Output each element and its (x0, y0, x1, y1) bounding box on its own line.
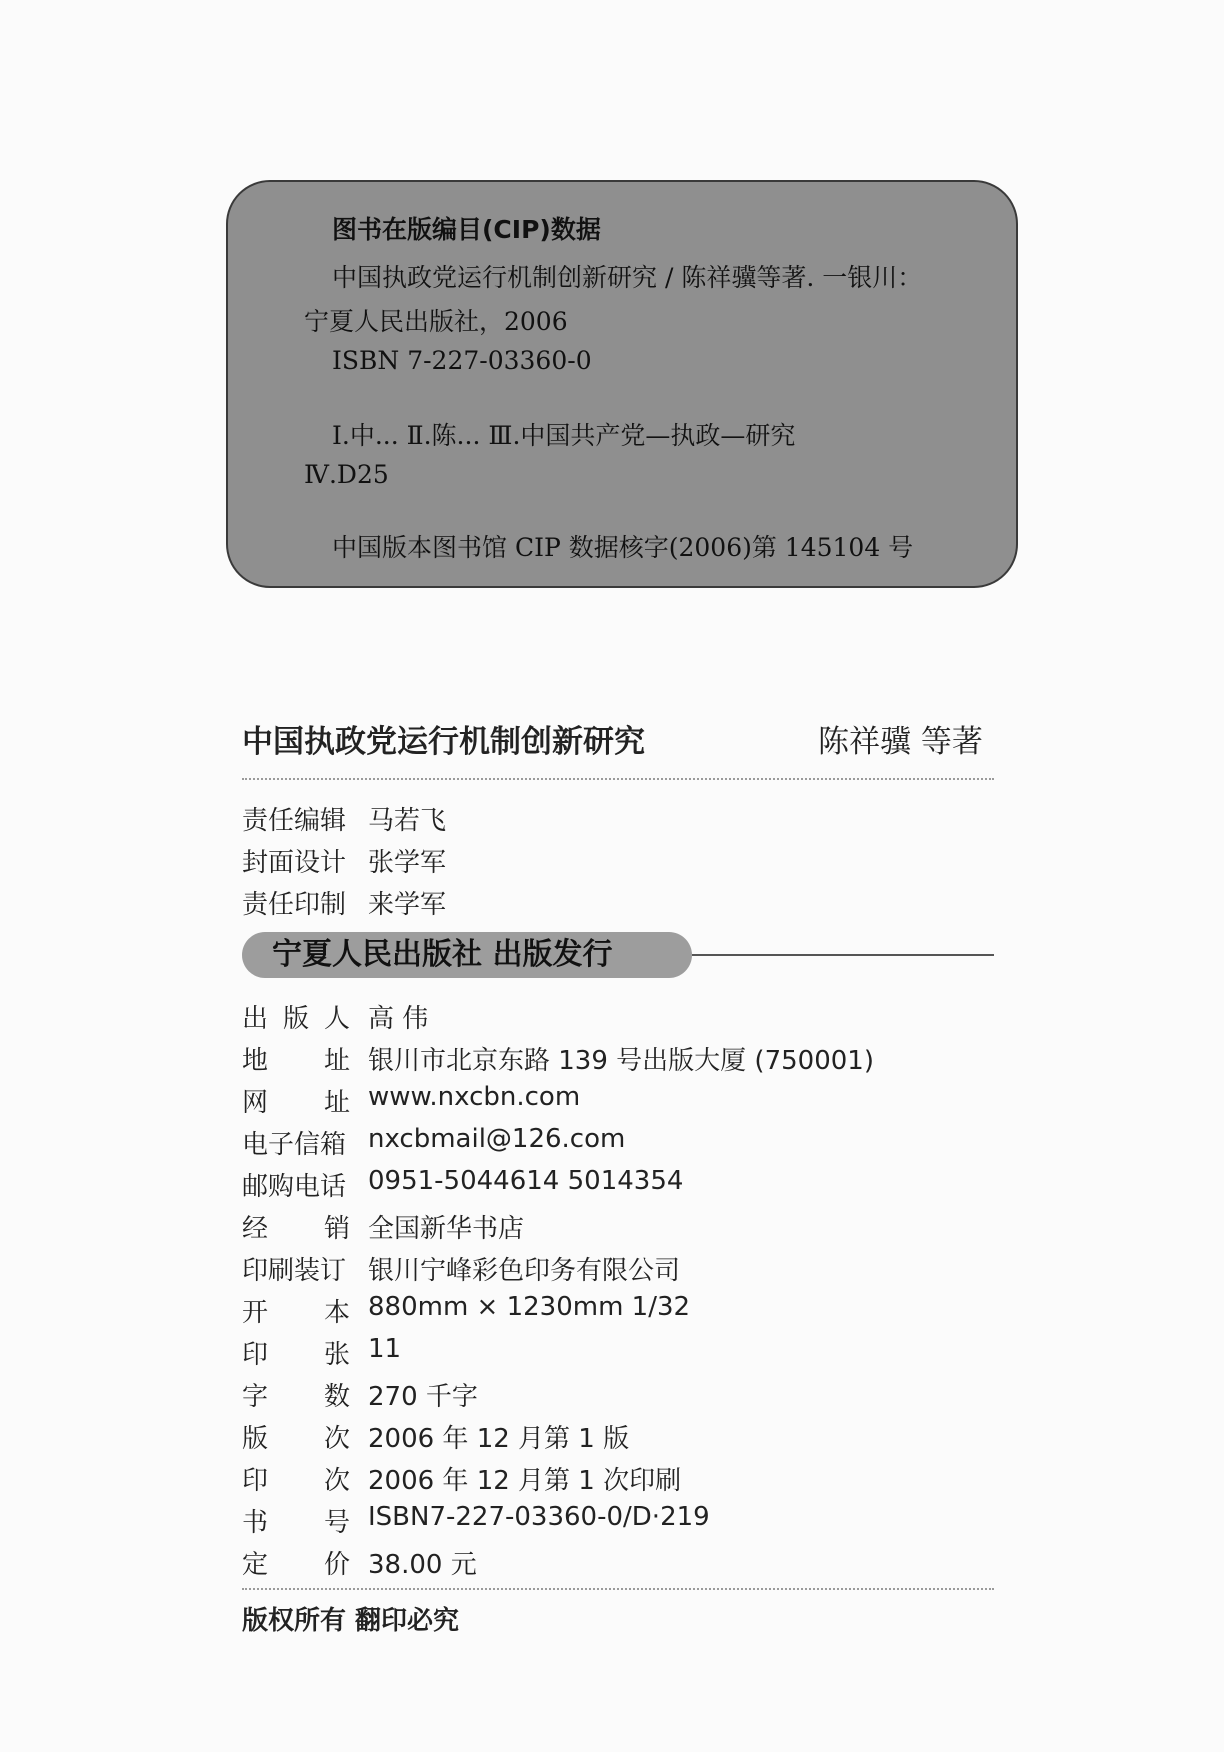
cip-line-isbn: ISBN 7-227-03360-0 (332, 346, 592, 375)
info-value: 银川市北京东路 139 号出版大厦 (750001) (368, 1046, 874, 1076)
info-value: 2006 年 12 月第 1 版 (368, 1424, 630, 1454)
info-label-part: 地 (242, 1046, 269, 1076)
info-label (242, 1250, 350, 1287)
cip-line-classification: Ⅳ.D25 (304, 460, 389, 489)
info-label-part: 人 (323, 1004, 350, 1034)
info-label-part: 印 (242, 1340, 269, 1370)
book-title: 中国执政党运行机制创新研究 (242, 724, 645, 760)
cip-line-title-author: 中国执政党运行机制创新研究 / 陈祥骥等著. 一银川： (332, 263, 923, 292)
book-author: 陈祥骥 等著 (818, 724, 983, 760)
publisher-band-rule (692, 954, 994, 956)
info-label (242, 1208, 350, 1245)
staff-label: 封面设计 (242, 848, 347, 878)
info-label-part: 定 (242, 1550, 269, 1580)
info-label-part: 张 (323, 1340, 350, 1370)
info-label (242, 1292, 350, 1329)
info-label (242, 1418, 350, 1455)
staff-label: 责任印制 (242, 890, 347, 920)
info-label-part: 本 (323, 1298, 350, 1328)
info-value: ISBN7-227-03360-0/D·219 (368, 1502, 710, 1532)
info-label (242, 1166, 350, 1203)
info-label-part: 出 (242, 1004, 269, 1034)
cip-line-subjects: Ⅰ.中... Ⅱ.陈... Ⅲ.中国共产党—执政—研究 (332, 421, 796, 450)
cip-line-record-number: 中国版本图书馆 CIP 数据核字(2006)第 145104 号 (332, 533, 914, 562)
staff-value: 马若飞 (368, 806, 447, 836)
info-label-part: 数 (323, 1382, 350, 1412)
info-label-part: 销 (323, 1214, 350, 1244)
info-value: 880mm × 1230mm 1/32 (368, 1292, 691, 1322)
info-label-part: 次 (323, 1466, 350, 1496)
info-label (242, 998, 350, 1035)
info-label-part: 版 (242, 1424, 269, 1454)
info-label (242, 1082, 350, 1119)
staff-row-printing (242, 884, 446, 921)
info-label (242, 1124, 350, 1161)
info-label-part: 字 (242, 1382, 269, 1412)
divider (242, 1588, 994, 1590)
info-label-part: 址 (323, 1046, 350, 1076)
info-value: 11 (368, 1334, 402, 1364)
cip-data-box (226, 180, 1018, 588)
info-label-part: 价 (323, 1550, 350, 1580)
divider (242, 778, 994, 780)
info-value: 全国新华书店 (368, 1214, 525, 1244)
info-label (242, 1460, 350, 1497)
publisher-band: 宁夏人民出版社 出版发行 (242, 932, 692, 978)
info-label (242, 1334, 350, 1371)
info-label (242, 1376, 350, 1413)
staff-label: 责任编辑 (242, 806, 347, 836)
info-label-part: 邮购电话 (242, 1172, 347, 1202)
staff-value: 来学军 (368, 890, 447, 920)
info-value: 2006 年 12 月第 1 次印刷 (368, 1466, 682, 1496)
info-label (242, 1040, 350, 1077)
info-label-part: 次 (323, 1424, 350, 1454)
info-value: 270 千字 (368, 1382, 478, 1412)
cip-line-publisher: 宁夏人民出版社，2006 (304, 307, 568, 336)
staff-row-cover-design (242, 842, 446, 879)
cip-title: 图书在版编目(CIP)数据 (332, 215, 601, 244)
info-value: 银川宁峰彩色印务有限公司 (368, 1256, 681, 1286)
info-label-part: 址 (323, 1088, 350, 1118)
info-label-part: 网 (242, 1088, 269, 1118)
info-label-part: 印 (242, 1466, 269, 1496)
copyright-notice: 版权所有 翻印必究 (242, 1606, 460, 1636)
info-label-part: 版 (282, 1004, 309, 1034)
info-value: 38.00 元 (368, 1550, 477, 1580)
info-label (242, 1502, 350, 1539)
info-label-part: 电子信箱 (242, 1130, 347, 1160)
info-value: 0951-5044614 5014354 (368, 1166, 684, 1196)
info-value: nxcbmail@126.com (368, 1124, 626, 1154)
info-value: www.nxcbn.com (368, 1082, 581, 1112)
info-label-part: 印刷装订 (242, 1256, 347, 1286)
info-label-part: 号 (323, 1508, 350, 1538)
staff-value: 张学军 (368, 848, 447, 878)
info-label-part: 经 (242, 1214, 269, 1244)
info-label-part: 开 (242, 1298, 269, 1328)
info-value: 高 伟 (368, 1004, 429, 1034)
info-label-part: 书 (242, 1508, 269, 1538)
info-label (242, 1544, 350, 1581)
staff-row-editor (242, 800, 446, 837)
